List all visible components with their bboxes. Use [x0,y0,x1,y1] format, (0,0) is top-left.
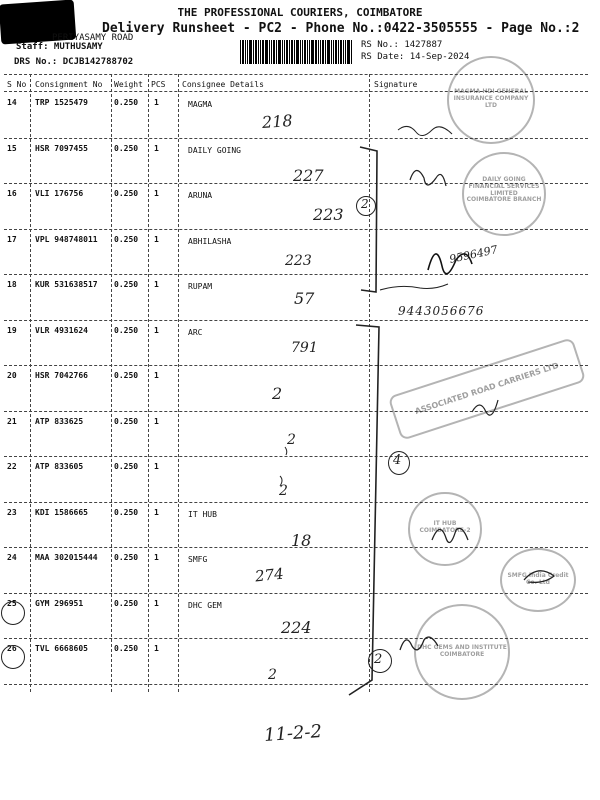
row-weight: 0.250 [114,416,139,426]
row-weight: 0.250 [114,553,139,562]
row-weight: 0.250 [114,234,139,244]
row-consignment-no: TVL 6668605 [35,644,88,653]
row-sno: 24 [7,553,17,562]
company-stamp: MAGMA HDI GENERAL INSURANCE COMPANY LTD [447,56,535,144]
row-consignee: IT HUB [188,509,217,519]
header-pcs: PCS [151,80,166,89]
row-consignment-no: HSR 7042766 [35,371,88,380]
handwritten-note: 57 [294,289,315,308]
row-consignee: DAILY GOING [188,145,241,155]
row-sno: 19 [7,325,17,335]
header-weight: Weight [114,80,143,89]
signature-scribble [380,284,448,290]
signature-scribble [410,170,446,186]
row-pcs: 1 [154,371,159,380]
drs-number: DRS No.: DCJB142788702 [14,57,134,67]
handwritten-note: 2 [272,384,283,403]
bracket-mark [349,325,379,695]
row-weight: 0.250 [114,598,139,608]
row-pcs: 1 [154,507,159,517]
row-weight: 0.250 [114,143,139,153]
row-pcs: 1 [154,98,159,107]
row-consignment-no: TRP 1525479 [35,98,88,107]
handwritten-phone: 9443056676 [398,304,485,318]
company-title: THE PROFESSIONAL COURIERS, COIMBATORE [177,6,423,19]
row-pcs: 1 [154,280,159,289]
rs-number: RS No.: 1427887 [361,40,443,50]
row-consignee: ABHILASHA [188,236,232,246]
runsheet-subtitle: Delivery Runsheet - PC2 - Phone No.:0422-3505555 - Page No.:2 [102,21,580,36]
header-consignment: Consignment No [35,80,103,89]
row-consignee: MAGMA [188,100,213,109]
row-consignment-no: KDI 1586665 [35,507,88,517]
circled-serial [1,645,25,669]
row-weight: 0.250 [114,98,139,107]
circled-serial [1,598,25,625]
row-sno: 15 [7,143,17,153]
handwritten-note: 2 [287,432,296,448]
row-consignment-no: GYM 296951 [35,598,84,608]
row-pcs: 1 [154,598,159,608]
row-pcs: 1 [154,416,159,426]
handwritten-note: 223 [313,205,344,224]
row-sno: 18 [7,280,17,289]
row-sno: 22 [7,462,17,471]
handwritten-note: 2 [279,483,288,499]
staff-name: Staff: MUTHUSAMY [16,42,103,52]
address-line: PERIYASAMY ROAD [52,33,134,43]
handwritten-note: 18 [291,531,312,550]
header-consignee: Consignee Details [182,80,264,89]
row-consignee: RUPAM [188,282,213,291]
circled-number: 2 [361,197,369,211]
row-pcs: 1 [154,553,159,562]
company-stamp: SMFG India Credit Co. Ltd [500,548,576,612]
row-sno: 16 [7,189,17,198]
header-signature: Signature [374,80,418,89]
handwritten-note: 274 [254,564,285,586]
row-weight: 0.250 [114,507,139,517]
row-sno: 14 [7,98,17,107]
row-weight: 0.250 [114,371,139,380]
handwritten-note: 218 [261,110,294,133]
row-weight: 0.250 [114,325,139,335]
tick-mark [285,447,287,455]
row-consignee: SMFG [188,555,208,564]
row-pcs: 1 [154,143,159,153]
row-consignment-no: KUR 531638517 [35,280,98,289]
company-stamp: DAILY GOING FINANCIAL SERVICES LIMITED COIMBATORE BRANCH [462,152,546,236]
row-consignment-no: HSR 7097455 [35,143,88,153]
handwritten-note: 2 [268,667,277,683]
row-sno: 20 [7,371,17,380]
row-weight: 0.250 [114,462,139,471]
row-consignment-no: MAA 302015444 [35,553,98,562]
row-pcs: 1 [154,462,159,471]
handwritten-signature-number: 9596497 [448,243,499,266]
row-sno: 23 [7,507,17,517]
row-consignment-no: VPL 948748011 [35,234,98,244]
row-consignee: DHC GEM [188,600,222,610]
row-pcs: 1 [154,189,159,198]
row-consignment-no: ATP 833605 [35,462,84,471]
row-sno: 17 [7,234,17,244]
row-consignment-no: VLI 176756 [35,189,84,198]
handwritten-footer: 11-2-2 [263,721,323,746]
handwritten-note: 791 [291,340,318,356]
row-weight: 0.250 [114,189,139,198]
row-sno: 25 [7,598,17,608]
company-stamp: IT HUB COIMBATORE-2 [408,492,482,566]
header-sno: S No [7,80,27,89]
row-sno: 26 [7,644,17,653]
row-pcs: 1 [154,234,159,244]
circled-number: 2 [374,652,383,667]
handwritten-note: 223 [285,253,312,269]
circled-number: 4 [393,453,402,468]
signature-scribble [398,126,452,135]
company-stamp: ASSOCIATED ROAD CARRIERS LTD [388,337,587,441]
row-consignment-no: VLR 4931624 [35,325,88,335]
handwritten-note: 224 [281,618,312,637]
row-pcs: 1 [154,644,159,653]
row-consignee: ARUNA [188,191,213,200]
row-weight: 0.250 [114,280,139,289]
bracket-mark [360,147,377,292]
company-stamp: DHC GEMS AND INSTITUTE COIMBATORE [414,604,510,700]
row-consignment-no: ATP 833625 [35,416,84,426]
handwritten-note: 227 [293,166,324,185]
row-consignee: ARC [188,327,203,337]
row-pcs: 1 [154,325,159,335]
row-weight: 0.250 [114,644,139,653]
row-sno: 21 [7,416,17,426]
rs-date: RS Date: 14-Sep-2024 [361,52,470,62]
